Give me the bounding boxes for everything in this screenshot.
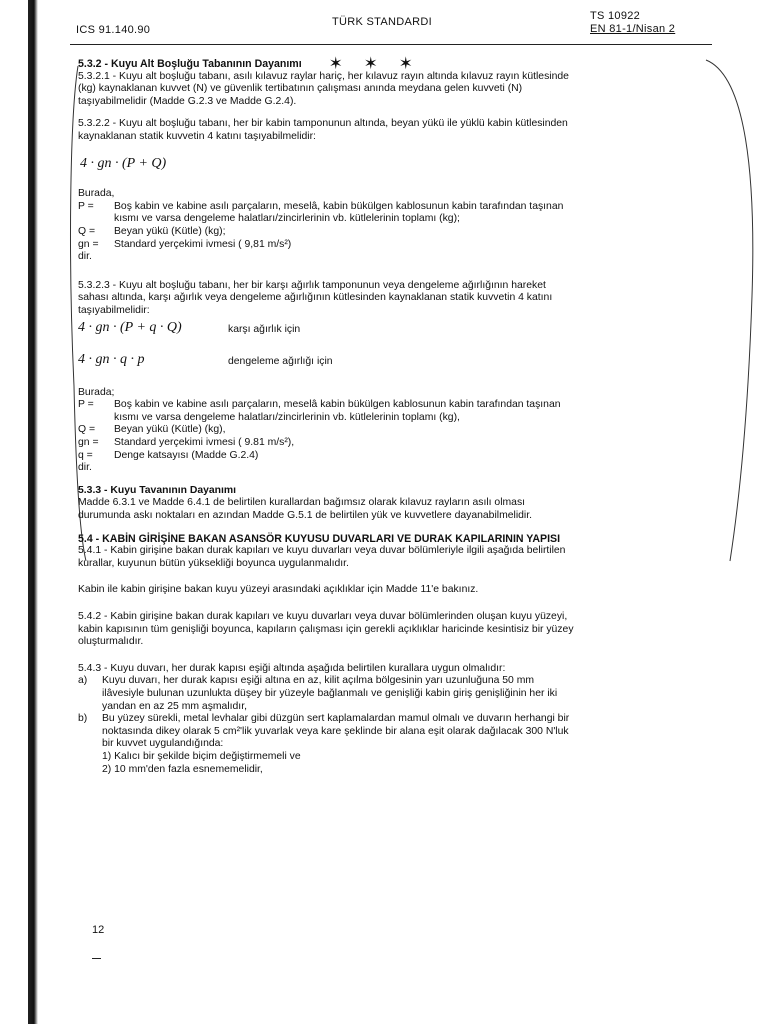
def-text: kısmı ve varsa dengeleme halatları/zincirlerinin vb. kütlelerinin toplamı (kg), xyxy=(114,411,460,423)
clause-5-3-2-1 xyxy=(78,71,728,109)
section-5-3-2-heading xyxy=(78,54,728,73)
standard-ref xyxy=(590,10,675,36)
text-line: 5.3.2.3 - Kuyu alt boşluğu tabanı, her bir karşı ağırlık tamponunun veya dengeleme ağırlığının hareket xyxy=(78,279,546,291)
text-line: 5.4.2 - Kabin girişine bakan durak kapıları ve kuyu duvarları veya duvar bölümlerinden oluşan kuyu yüzeyi, xyxy=(78,611,568,622)
clause-5-4-3 xyxy=(78,663,728,776)
scan-edge xyxy=(0,0,38,1024)
def-symbol: Q = xyxy=(78,225,96,237)
en-reference: EN 81-1/Nisan 2 xyxy=(590,23,676,35)
list-item-text: ilâvesiyle bulunan uzunlukta düşey bir yüzeyle bağlanmalı ve genişliği kabin giriş genişliğinin her iki xyxy=(102,687,558,699)
text-line: taşıyabilmelidir: xyxy=(78,304,150,316)
header-rule xyxy=(70,44,712,45)
heading-text: 5.3.2 - Kuyu Alt Boşluğu Tabanının Dayanımı xyxy=(78,58,302,70)
list-item-text: Bu yüzey sürekli, metal levhalar gibi düzgün sert kaplamalardan mamul olmalı ve duvarın herhangi bir xyxy=(102,713,570,725)
formula-counterweight: 4 · gn · (P + q · Q) xyxy=(78,319,182,335)
list-item-text: 1) Kalıcı bir şekilde biçim değiştirmemeli ve xyxy=(102,750,301,762)
def-text: Standard yerçekimi ivmesi ( 9.81 m/s²), xyxy=(114,437,295,449)
def-symbol: dir. xyxy=(78,251,92,263)
list-marker: b) xyxy=(78,713,88,725)
def-text: Boş kabin ve kabine asılı parçaların, meselâ kabin bükülgen kablosunun kabin tarafından taşınan xyxy=(114,399,561,411)
def-symbol: gn = xyxy=(78,437,99,449)
formula-label: karşı ağırlık için xyxy=(228,323,301,335)
document-body xyxy=(78,54,728,776)
section-5-4-heading: 5.4 - KABİN GİRİŞİNE BAKAN ASANSÖR KUYUSU DUVARLARI VE DURAK KAPILARININ YAPISI xyxy=(78,532,561,545)
def-symbol: q = xyxy=(78,449,93,461)
text-line: Madde 6.3.1 ve Madde 6.4.1 de belirtilen kurallardan bağımsız olarak kılavuz rayların asılı olması xyxy=(78,497,526,509)
def-text: Boş kabin ve kabine asılı parçaların, meselâ, kabin bükülgen kablosunun kabin tarafından taşınan xyxy=(114,200,564,212)
list-item-text: bir kuvvet uygulandığında: xyxy=(102,738,224,750)
handwritten-stars: ✶ ✶ ✶ xyxy=(328,54,421,73)
text-line: sahası altında, karşı ağırlık veya dengeleme ağırlığının kütlesinden kaynaklanan statik kuvvetin 4 katını xyxy=(78,292,553,304)
burada-label: Burada; xyxy=(78,386,115,398)
formula-label: dengeleme ağırlığı için xyxy=(228,356,333,368)
clause-5-3-2-2 xyxy=(78,118,728,263)
definitions-list xyxy=(78,399,728,475)
text-line: durumunda askı noktaları en azından Madde G.5.1 de belirtilen yük ve kuvvetlere dayanabilmelidir. xyxy=(78,510,532,522)
clause-5-4-2 xyxy=(78,611,728,649)
text-line: kabin kapısının tüm genişliği boyunca, kapıların çalışması için gerekli açıklıklar haricinde kesintisiz bir yüzey xyxy=(78,623,574,635)
page-number: 12 xyxy=(92,924,105,936)
definitions-list xyxy=(78,201,728,264)
text-line: (kg) kaynaklanan kuvvet (N) ve güvenlik tertibatının çalışması anında meydana gelen kuvveti (N) xyxy=(78,83,523,95)
def-symbol: P = xyxy=(78,200,94,212)
text-line: taşıyabilmelidir (Madde G.2.3 ve Madde G.2.4). xyxy=(78,95,297,107)
list-item-text: yandan en az 25 mm aşmalıdır, xyxy=(102,700,247,712)
section-heading: 5.3.3 - Kuyu Tavanının Dayanımı xyxy=(78,484,237,496)
text-line: kaynaklanan statik kuvvetin 4 katını taşıyabilmelidir: xyxy=(78,130,316,142)
list-item-text: 2) 10 mm'den fazla esnememelidir, xyxy=(102,763,263,775)
page-header xyxy=(70,8,710,48)
def-symbol: P = xyxy=(78,399,94,411)
def-symbol: dir. xyxy=(78,462,92,474)
text-line: oluşturmalıdır. xyxy=(78,636,144,648)
def-symbol: Q = xyxy=(78,424,96,436)
requirements-list xyxy=(78,675,728,776)
text-line: 5.4.1 - Kabin girişine bakan durak kapıları ve kuyu duvarları veya duvar bölümleriyle ilgili aşağıda belirtilen xyxy=(78,545,566,557)
list-item-text: noktasında dikey olarak 5 cm²'lik yuvarlak veya kare şeklinde bir alana eşit olarak dağılacak 300 N'luk xyxy=(102,725,569,737)
def-symbol xyxy=(78,213,114,226)
ics-code: ICS 91.140.90 xyxy=(76,24,151,36)
formula-balance: 4 · gn · q · p xyxy=(78,352,145,368)
def-text: Beyan yükü (Kütle) (kg), xyxy=(114,424,226,436)
def-text: Standard yerçekimi ivmesi ( 9,81 m/s²) xyxy=(114,238,292,250)
def-text: Denge katsayısı (Madde G.2.4) xyxy=(114,449,259,461)
def-symbol xyxy=(78,412,114,425)
def-text: kısmı ve varsa dengeleme halatları/zincirlerinin vb. kütlelerinin toplamı (kg); xyxy=(114,213,460,225)
footer-dash xyxy=(92,958,101,959)
header-title: TÜRK STANDARDI xyxy=(332,16,432,28)
list-marker: a) xyxy=(78,675,88,687)
def-text: Beyan yükü (Kütle) (kg); xyxy=(114,225,226,237)
note-madde-11: Kabin ile kabin girişine bakan kuyu yüzeyi arasındaki açıklıklar için Madde 11'e bakınız. xyxy=(78,584,479,596)
text-line: 5.3.2.1 - Kuyu alt boşluğu tabanı, asılı kılavuz raylar hariç, her kılavuz rayın altında kılavuz rayın kütlesinde xyxy=(78,70,569,82)
section-5-3-3 xyxy=(78,485,728,523)
text-line: 5.3.2.2 - Kuyu alt boşluğu tabanı, her bir kabin tamponunun altında, beyan yükü ile yüklü kabin kütlesinden xyxy=(78,118,568,130)
text-line: kurallar, kuyunun bütün yüksekliği boyunca uygulanmalıdır. xyxy=(78,557,349,569)
def-text xyxy=(114,251,728,264)
formula-cabin: 4 · gn · (P + Q) xyxy=(80,155,167,171)
burada-label: Burada, xyxy=(78,188,115,200)
list-item-text: Kuyu duvarı, her durak kapısı eşiği altına en az, kilit açılma bölgesinin yarı uzunluğuna 50 mm xyxy=(102,675,535,687)
def-text xyxy=(114,462,728,475)
formula-row-balance xyxy=(78,354,728,369)
clause-5-4-1 xyxy=(78,545,728,570)
text-line: 5.4.3 - Kuyu duvarı, her durak kapısı eşiği altında aşağıda belirtilen kurallara uygun olmalıdır: xyxy=(78,662,506,674)
formula-row-counterweight xyxy=(78,319,728,337)
standard-number: TS 10922 xyxy=(590,10,641,22)
clause-5-3-2-3 xyxy=(78,280,728,475)
def-symbol: gn = xyxy=(78,238,99,250)
